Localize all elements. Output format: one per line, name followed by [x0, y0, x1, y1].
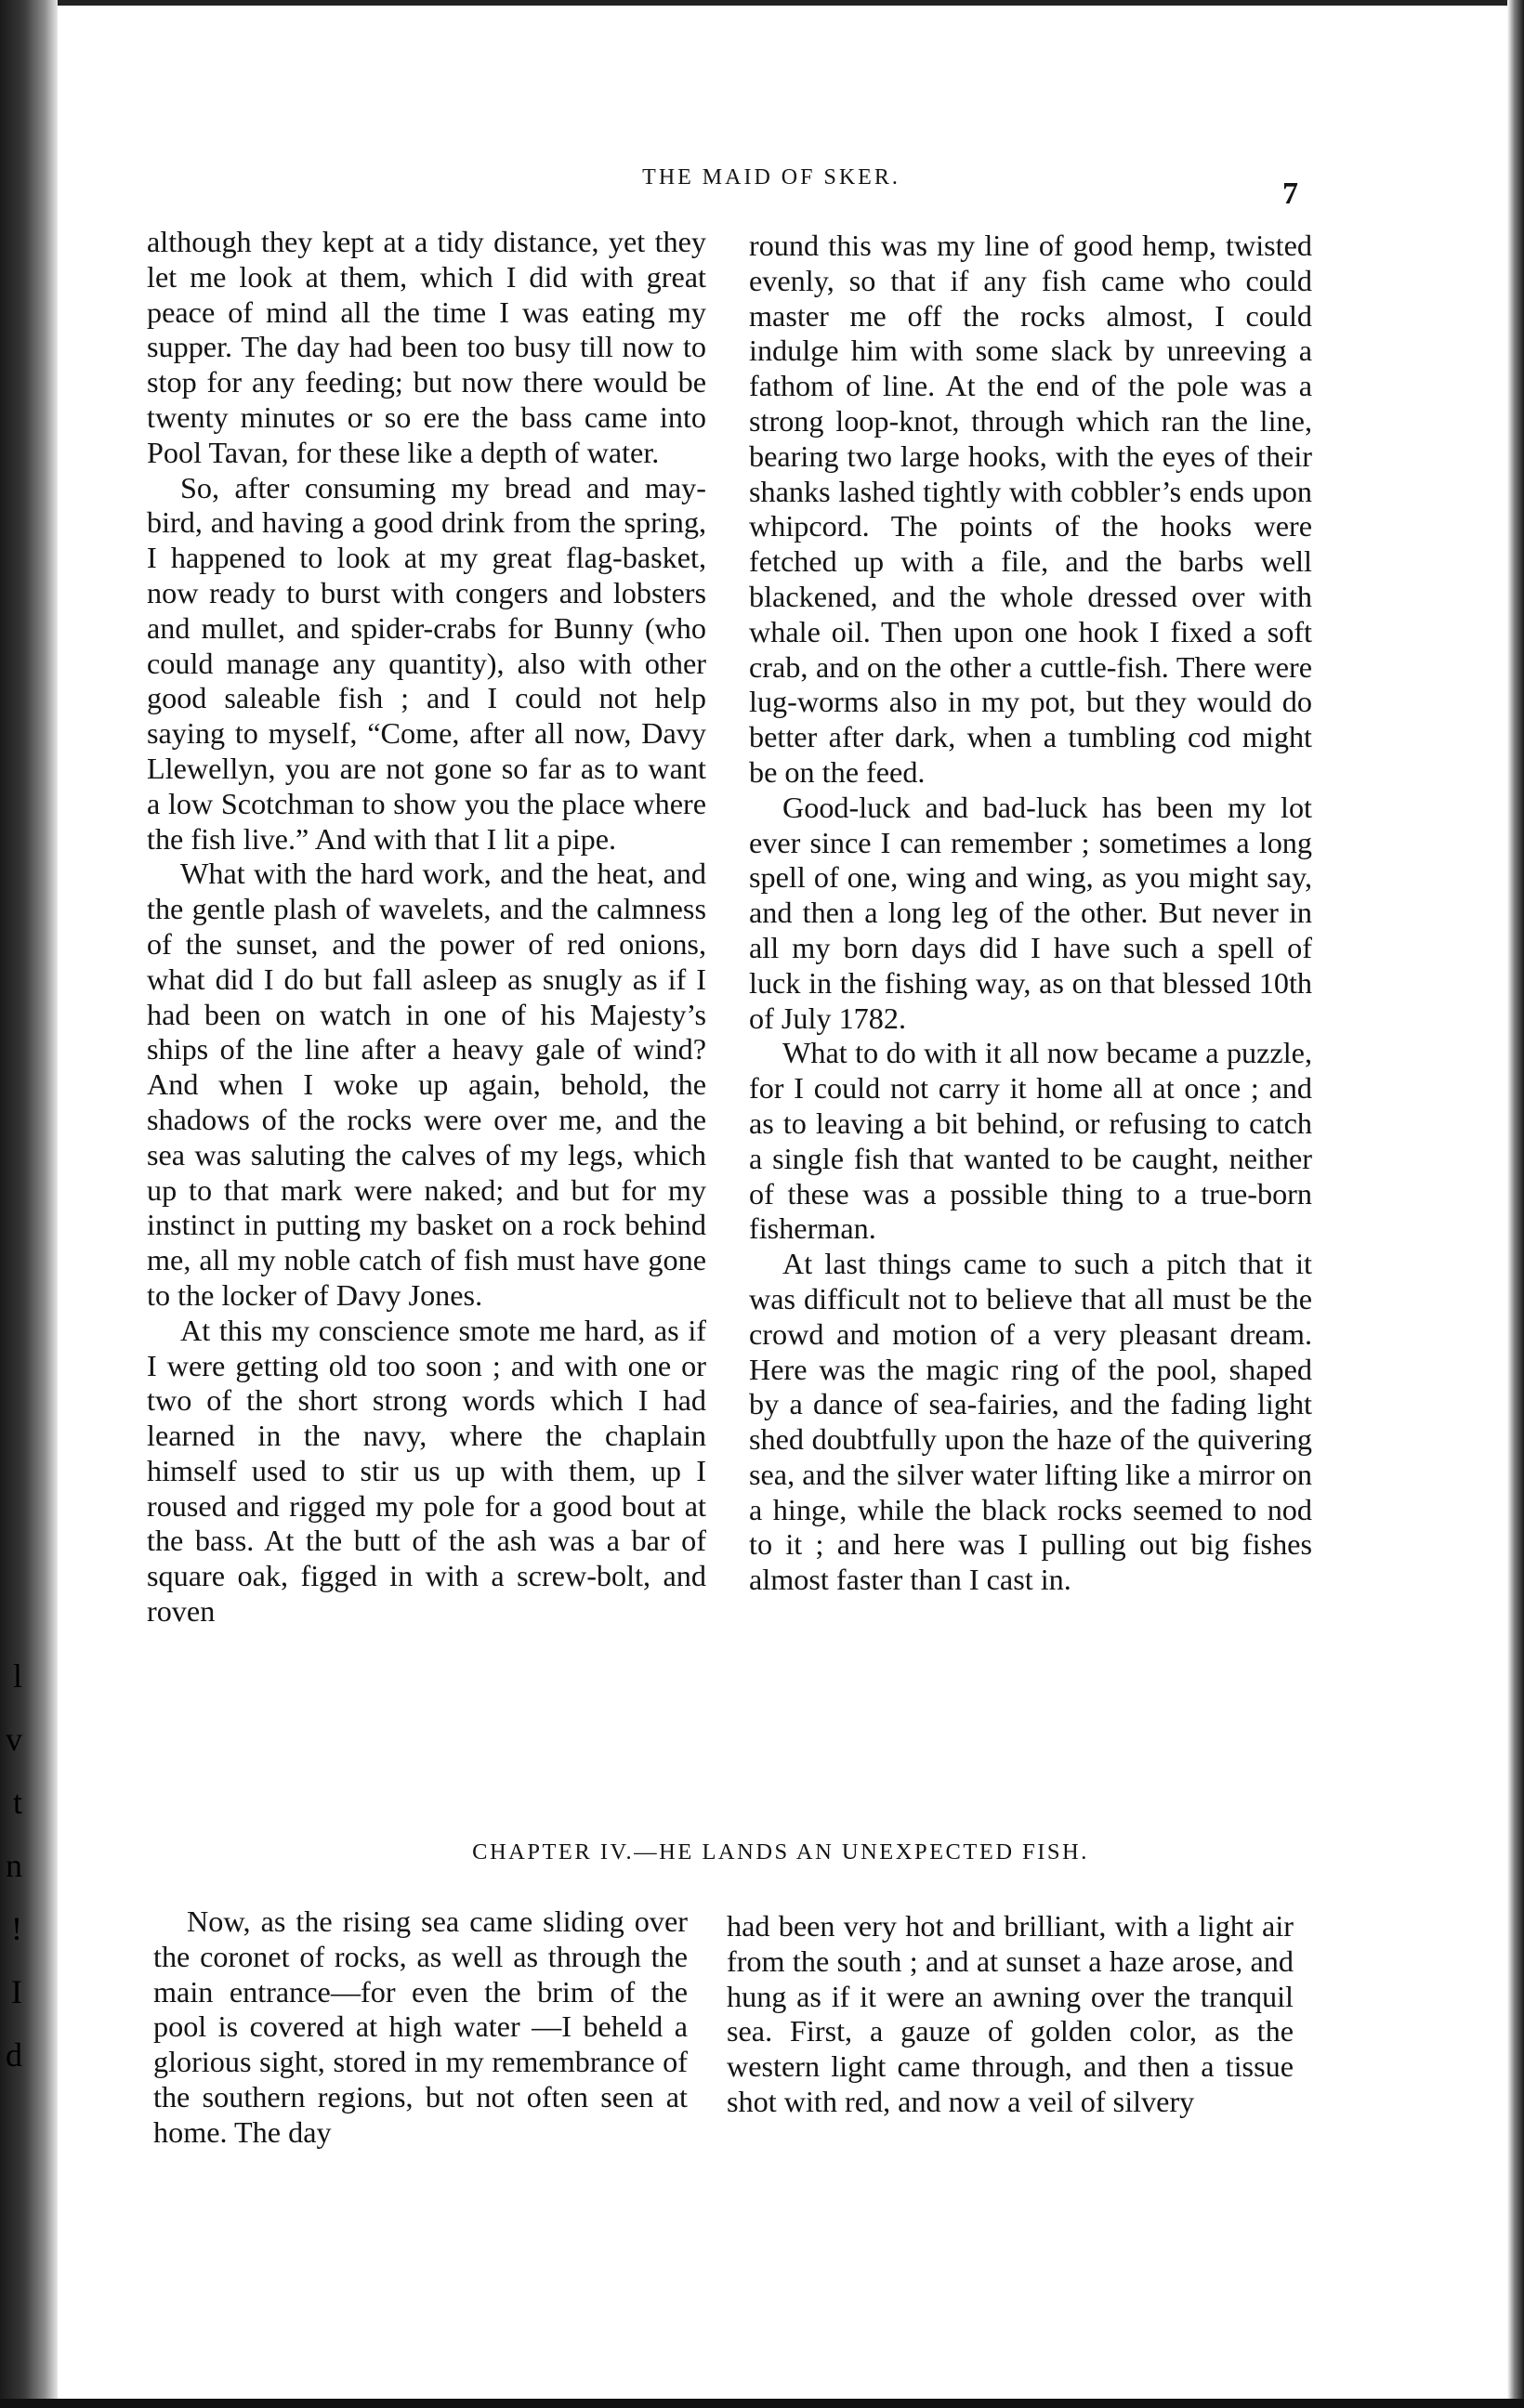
left-column-bottom — [153, 1904, 688, 2151]
paragraph: At last things came to such a pitch that it was difficult not to believe that all must be the crowd and motion of a very pleasant dream. Here was the magic ring of the pool, shaped by a dance of sea-fairies, and the fading light shed doubtfully upon the haze of the quivering sea, and the silver water lifting like a mirror on a hinge, while the black rocks seemed to nod to it ; and here was I pulling out big fishes almost faster than I cast in. — [749, 1247, 1312, 1597]
gutter-fragment: n — [6, 1847, 22, 1884]
paragraph: had been very hot and brilliant, with a light air from the south ; and at sunset a haze arose, and hung as if it were an awning over the tranquil sea. First, a gauze of golden color, as the western light came through, and then a tissue shot with red, and now a veil of silvery — [727, 1909, 1294, 2118]
gutter-fragment: l — [12, 1657, 22, 1695]
paragraph: Now, as the rising sea came sliding over the coronet of rocks, as well as through the main entrance—for even the brim of the pool is covered at high water —I beheld a glorious sight, stored in my remembrance of the southern regions, but not often seen at home. The day — [153, 1904, 688, 2149]
scan-edge-bottom — [0, 2399, 1524, 2408]
facing-page-gutter-text — [0, 1644, 22, 2087]
paragraph: What with the hard work, and the heat, and the gentle plash of wavelets, and the calmness of the sunset, and the power of red onions, what did I do but fall asleep as snugly as if I had been on watch in one of his Majesty’s ships of the line after a heavy gale of wind? And when I woke up again, behold, the shadows of the rocks were over me, and the sea was saluting the calves of my legs, which up to that mark were naked; and but for my instinct in putting my basket on a rock behind me, all my noble catch of fish must have gone to the locker of Davy Jones. — [147, 857, 706, 1312]
gutter-fragment: d — [6, 2036, 22, 2074]
paragraph: What to do with it all now became a puzzle, for I could not carry it home all at once ; and as to leaving a bit behind, or refusing to catch a single fish that wanted to be caught, neither of these was a possible thing to a true-born fisherman. — [749, 1036, 1312, 1246]
paragraph: round this was my line of good hemp, twisted evenly, so that if any fish came who could master me off the rocks almost, I could indulge him with some slack by unreeving a fathom of line. At the end of the pole was a strong loop-knot, through which ran the line, bearing two large hooks, with the eyes of their shanks lashed tightly with cobbler’s ends upon whipcord. The points of the hooks were fetched up with a file, and the barbs well blackened, and the whole dressed over with whale oil. Then upon one hook I fixed a soft crab, and on the other a cuttle-fish. There were lug-worms also in my pot, but they would do better after dark, when a tumbling cod might be on the feed. — [749, 229, 1312, 789]
paragraph: At this my conscience smote me hard, as if I were getting old too soon ; and with one or two of the short strong words which I had learned in the navy, where the chaplain himself used to stir us up with them, up I roused and rigged my pole for a good bout at the bass. At the butt of the ash was a bar of square oak, figged in with a screw-bolt, and roven — [147, 1313, 706, 1629]
gutter-fragment: ! — [11, 1910, 22, 1947]
left-column-top — [147, 225, 706, 1629]
running-head: THE MAID OF SKER. — [642, 165, 900, 190]
page-number: 7 — [1282, 177, 1298, 211]
chapter-heading: CHAPTER IV.—HE LANDS AN UNEXPECTED FISH. — [472, 1839, 1089, 1865]
scan-edge-top — [0, 0, 1524, 6]
paragraph: although they kept at a tidy distance, yet they let me look at them, which I did with great peace of mind all the time I was eating my supper. The day had been too busy till now to stop for any feeding; but now there would be twenty minutes or so ere the bass came into Pool Tavan, for these like a depth of water. — [147, 225, 706, 469]
gutter-fragment: v — [6, 1721, 22, 1758]
gutter-fragment: I — [11, 1973, 22, 2010]
right-column-top — [749, 229, 1312, 1598]
right-column-bottom — [727, 1909, 1294, 2120]
paragraph: So, after consuming my bread and may-bird, and having a good drink from the spring, I happened to look at my great flag-basket, now ready to burst with congers and lobsters and mullet, and spider-crabs for Bunny (who could manage any quantity), also with other good saleable fish ; and I could not help saying to myself, “Come, after all now, Davy Llewellyn, you are not gone so far as to want a low Scotchman to show you the place where the fish live.” And with that I lit a pipe. — [147, 470, 706, 856]
scan-edge-right — [1507, 0, 1524, 2408]
paragraph: Good-luck and bad-luck has been my lot ever since I can remember ; sometimes a long spell of one, wing and wing, as you might say, and then a long leg of the other. But never in all my born days did I have such a spell of luck in the fishing way, as on that blessed 10th of July 1782. — [749, 790, 1312, 1035]
gutter-fragment: t — [12, 1784, 22, 1821]
